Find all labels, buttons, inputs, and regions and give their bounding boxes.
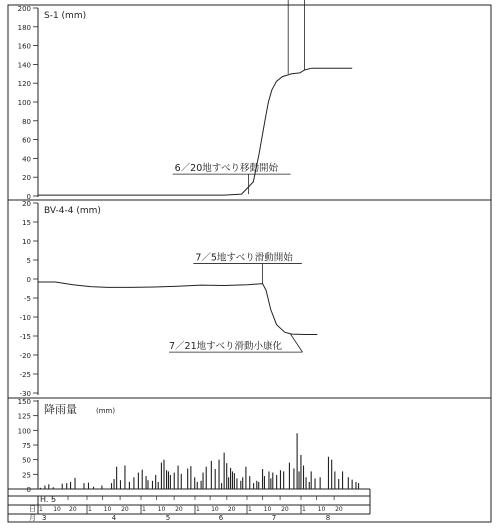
rainfall-bar	[240, 481, 241, 489]
s1-displacement-panel	[18, 0, 378, 201]
y-tick-label: -25	[19, 371, 31, 379]
rainfall-bar	[352, 480, 353, 489]
rainfall-bar	[338, 479, 339, 489]
rainfall-bar	[142, 470, 143, 489]
y-tick-label: 0	[26, 486, 31, 494]
rainfall-bar	[181, 474, 182, 489]
rainfall-bar	[258, 482, 259, 489]
timeline-year-label: H. 5	[40, 495, 57, 504]
rainfall-bar	[48, 484, 49, 489]
rainfall-bar	[158, 482, 159, 489]
y-tick-label: -10	[19, 314, 31, 322]
rainfall-bar	[230, 468, 231, 489]
month-label: 6	[218, 514, 224, 522]
rainfall-bar	[232, 471, 233, 489]
rainfall-bar	[268, 471, 269, 489]
day-tick-label: 20	[335, 506, 343, 513]
rainfall-bar	[283, 471, 284, 489]
rainfall-bar	[276, 475, 277, 489]
rainfall-bar	[211, 461, 212, 489]
y-tick-label: 20	[22, 200, 31, 208]
s1-annotation-slide-calming	[250, 0, 377, 70]
rainfall-bar	[242, 477, 243, 489]
rainfall-bar	[120, 480, 121, 489]
rainfall-bar	[83, 483, 84, 489]
bv44-annotation-slide-calming	[169, 334, 303, 352]
rainfall-bar	[297, 433, 298, 489]
rainfall-bar	[314, 478, 315, 489]
rainfall-bar	[174, 473, 175, 489]
rainfall-bar	[224, 453, 225, 489]
rainfall-bar	[334, 471, 335, 489]
rainfall-bar	[178, 466, 179, 489]
day-tick-label: 1	[39, 506, 43, 513]
rainfall-bar	[202, 473, 203, 489]
month-label: 4	[111, 514, 117, 522]
rainfall-panel	[18, 398, 359, 494]
rainfall-bar	[236, 478, 237, 489]
rainfall-bar	[170, 475, 171, 489]
y-tick-label: 200	[17, 5, 31, 13]
rainfall-bar	[163, 460, 164, 489]
y-tick-label: 50	[22, 456, 31, 465]
day-tick-label: 10	[263, 506, 272, 513]
s1-y-ticks	[18, 5, 38, 201]
rainfall-bar	[309, 482, 310, 489]
day-tick-label: 10	[211, 506, 219, 513]
y-tick-label: 20	[22, 174, 31, 183]
rainfall-bar	[293, 468, 294, 489]
rainfall-bar	[155, 475, 156, 489]
day-tick-label: 10	[157, 506, 166, 513]
s1-annotations	[173, 0, 378, 194]
y-tick-label: 40	[22, 155, 31, 164]
rainfall-bar	[88, 483, 89, 489]
y-tick-label: -15	[19, 333, 31, 341]
rainfall-bar	[342, 471, 343, 489]
s1-panel-title: S-1 (mm)	[44, 11, 87, 21]
rainfall-bar	[272, 473, 273, 489]
rainfall-bar	[146, 476, 147, 489]
rainfall-bar	[124, 466, 125, 489]
rainfall-bar	[358, 483, 359, 489]
y-tick-label: 25	[22, 471, 31, 480]
day-tick-label: 1	[196, 506, 200, 513]
month-label: 8	[325, 514, 331, 522]
rainfall-bar	[320, 477, 321, 489]
y-tick-label: 100	[17, 427, 31, 436]
s1-annotation-movement-start	[173, 162, 291, 194]
rainfall-bar	[270, 478, 271, 489]
rainfall-bar	[161, 463, 162, 489]
rainfall-bar	[355, 482, 356, 489]
rainfall-bar	[147, 480, 148, 489]
y-tick-label: 0	[26, 193, 31, 201]
month-label: 7	[271, 514, 277, 522]
y-tick-label: 15	[22, 219, 31, 227]
bv44-displacement-line	[38, 282, 317, 335]
annotation-text: 7／5地すべり滑動開始	[195, 252, 293, 264]
rainfall-bar	[331, 460, 332, 489]
y-tick-label: -5	[24, 295, 31, 303]
rainfall-bar	[129, 482, 130, 489]
y-tick-label: 125	[17, 412, 31, 421]
day-tick-label: 20	[121, 506, 129, 513]
rainfall-bar	[44, 485, 45, 489]
y-tick-label: -20	[19, 352, 31, 360]
rainfall-bar	[226, 463, 227, 489]
bv44-panel-title: BV-4-4 (mm)	[44, 206, 101, 216]
y-tick-label: 150	[17, 398, 31, 406]
rainfall-bar	[249, 476, 250, 489]
annotation-leader	[291, 334, 303, 352]
bv44-annotations	[169, 252, 303, 353]
annotation-text: 6／20地すべり移動開始	[174, 163, 279, 175]
y-tick-label: 5	[26, 257, 31, 265]
s1-annotation-slide-peak	[189, 0, 317, 74]
day-tick-label: 1	[248, 506, 252, 513]
y-tick-label: 120	[17, 80, 31, 89]
y-tick-label: 180	[17, 23, 31, 32]
month-label: 3	[42, 514, 47, 522]
rainfall-bar	[289, 463, 290, 489]
rainfall-bar	[215, 469, 216, 489]
rainfall-bar	[228, 477, 229, 489]
rainfall-title: 降雨量	[44, 403, 77, 416]
rainfall-bar	[190, 466, 191, 489]
y-tick-label: 160	[17, 42, 31, 51]
rainfall-unit: (mm)	[96, 407, 116, 415]
rainfall-bar	[62, 484, 63, 489]
timeline-day-label: 日	[29, 505, 36, 513]
y-tick-label: 75	[22, 442, 31, 450]
rainfall-bar	[298, 471, 299, 489]
rainfall-bar	[168, 471, 169, 489]
rainfall-y-ticks	[18, 398, 38, 494]
rainfall-bar	[197, 482, 198, 489]
rainfall-bar	[306, 477, 307, 489]
rainfall-bar	[114, 479, 115, 489]
rainfall-bar	[138, 473, 139, 489]
day-tick-label: 10	[317, 506, 326, 513]
rainfall-bar	[152, 481, 153, 489]
rainfall-bar	[264, 476, 265, 489]
rainfall-bar	[234, 473, 235, 489]
day-tick-label: 1	[302, 506, 306, 513]
rainfall-bar	[300, 455, 301, 489]
day-tick-label: 20	[227, 506, 236, 513]
rainfall-bar	[201, 481, 202, 489]
day-tick-label: 20	[281, 506, 289, 513]
bv44-y-ticks	[20, 200, 38, 398]
day-tick-label: 1	[88, 506, 92, 513]
rainfall-bar	[328, 457, 329, 489]
rainfall-bar	[218, 460, 219, 489]
annotation-text: 7／21地すべり滑動小康化	[169, 341, 282, 353]
month-label: 5	[165, 514, 171, 522]
rainfall-bar	[253, 483, 254, 489]
day-tick-label: 20	[175, 506, 183, 513]
rainfall-bar	[280, 470, 281, 489]
rainfall-bar	[206, 467, 207, 489]
rainfall-bar	[221, 483, 222, 489]
day-tick-label: 10	[103, 506, 112, 513]
y-tick-label: -30	[19, 390, 31, 398]
rainfall-bar	[262, 469, 263, 489]
rainfall-bar	[194, 477, 195, 489]
rainfall-bar	[303, 466, 304, 489]
s1-displacement-line	[38, 68, 352, 195]
day-tick-label: 20	[69, 506, 77, 513]
y-tick-label: 100	[17, 99, 31, 107]
rainfall-bar	[116, 467, 117, 489]
bv44-annotation-slide-start	[193, 252, 302, 284]
y-tick-label: 10	[22, 238, 31, 246]
rainfall-bar	[66, 483, 67, 489]
rainfall-bar	[70, 482, 71, 489]
rainfall-bar	[245, 467, 246, 489]
rainfall-bar	[101, 485, 102, 489]
timeline-axis	[8, 489, 370, 522]
y-tick-label: 80	[22, 117, 31, 126]
rainfall-bar	[133, 477, 134, 489]
rainfall-bar	[256, 481, 257, 489]
y-tick-label: 0	[26, 276, 31, 284]
rainfall-bar	[311, 471, 312, 489]
y-tick-label: 60	[22, 136, 31, 145]
rainfall-bars	[40, 433, 359, 489]
timeline-month-label: 月	[29, 514, 36, 522]
y-tick-label: 140	[17, 61, 31, 70]
rainfall-bar	[166, 470, 167, 489]
bv44-displacement-panel	[20, 200, 318, 398]
rainfall-bar	[111, 483, 112, 489]
day-tick-label: 1	[142, 506, 146, 513]
rainfall-bar	[348, 477, 349, 489]
rainfall-bar	[74, 478, 75, 489]
rainfall-bar	[187, 468, 188, 489]
day-tick-label: 10	[53, 506, 61, 513]
